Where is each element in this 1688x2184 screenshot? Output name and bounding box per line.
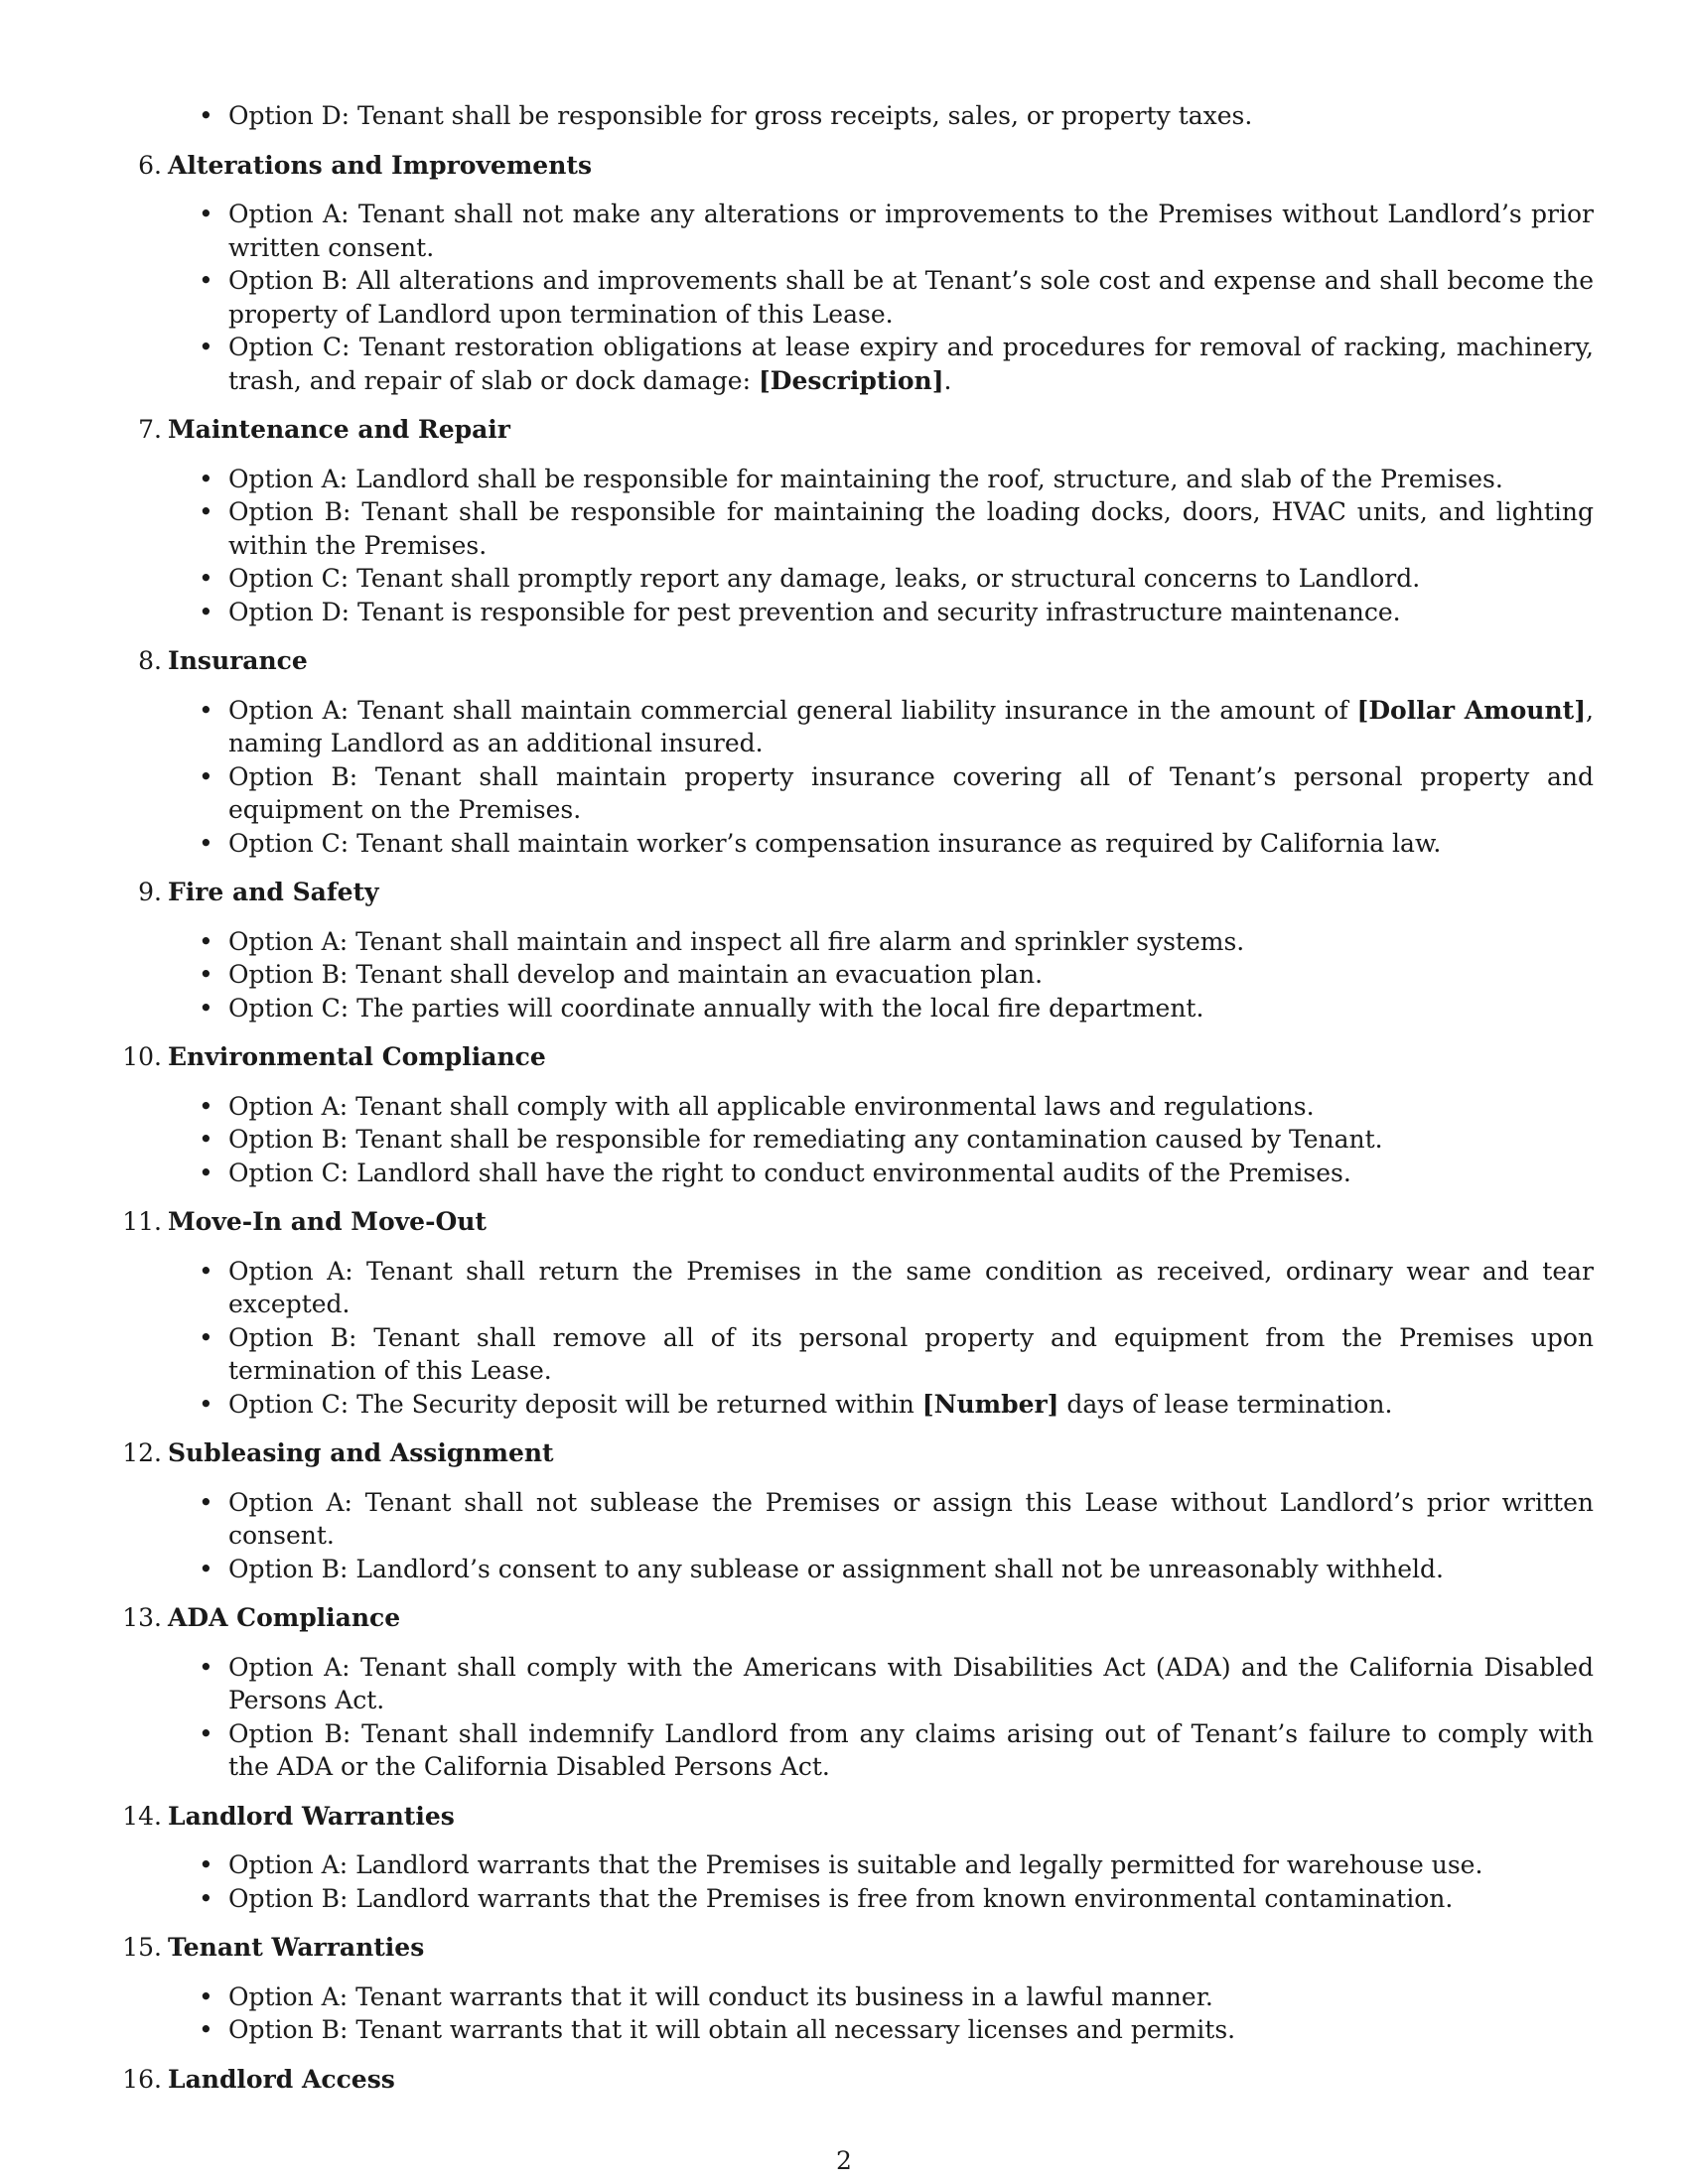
placeholder-field: [Dollar Amount] [1356, 695, 1587, 725]
section-heading [114, 1040, 1594, 1074]
list-item [114, 99, 1594, 133]
section-title: Landlord Warranties [168, 1801, 455, 1831]
section-title: Move-In and Move-Out [168, 1207, 487, 1236]
list-item-text: Option B: Tenant shall be responsible for remediating any contamination caused by Tenant. [228, 1125, 1383, 1154]
list-item [114, 1157, 1594, 1190]
list-item-text: Option B: Tenant shall maintain property insurance covering all of Tenant’s personal property and equipment on the Premises. [228, 761, 1594, 824]
list-item-text: , naming Landlord as an additional insured. [228, 695, 1594, 757]
section-number: 12. [122, 1438, 162, 1467]
list-item [114, 198, 1594, 264]
option-list [114, 463, 1594, 629]
section-title: Tenant Warranties [168, 1933, 425, 1962]
list-item [114, 1980, 1594, 2014]
option-list [114, 1651, 1594, 1784]
option-list [114, 198, 1594, 397]
placeholder-field: [Number] [921, 1389, 1059, 1419]
list-item [114, 596, 1594, 629]
section-heading [114, 413, 1594, 447]
list-item-text: Option C: Landlord shall have the right to conduct environmental audits of the Premises. [228, 1158, 1351, 1187]
list-item [114, 1553, 1594, 1586]
list-item-text: Option C: Tenant restoration obligations at lease expiry and procedures for removal of racking, machinery, trash, and repair of slab or dock damage: [228, 333, 1594, 395]
list-item-text: Option B: All alterations and improvements shall be at Tenant’s sole cost and expense and shall become the property of Landlord upon termination of this Lease. [228, 266, 1594, 329]
list-item [114, 1090, 1594, 1124]
section-heading [114, 1436, 1594, 1470]
section-number: 13. [122, 1603, 162, 1632]
section-title: Maintenance and Repair [168, 415, 510, 444]
list-item-text: Option A: Tenant shall comply with the Americans with Disabilities Act (ADA) and the California Disabled Persons Act. [228, 1652, 1594, 1714]
section-title: Landlord Access [168, 2064, 395, 2094]
section [114, 1601, 1594, 1784]
section [114, 1040, 1594, 1189]
list-item-text: Option C: The Security deposit will be returned within [228, 1389, 922, 1419]
section-title: Fire and Safety [168, 878, 379, 906]
document-body [114, 99, 1594, 2096]
section [114, 149, 1594, 398]
list-item-text: Option A: Tenant shall return the Premises in the same condition as received, ordinary wear and tear excepted. [228, 1256, 1594, 1318]
option-list [114, 925, 1594, 1025]
section-number: 16. [122, 2064, 162, 2094]
list-item-text: Option A: Tenant shall comply with all applicable environmental laws and regulations. [228, 1091, 1315, 1121]
section-heading [114, 1800, 1594, 1834]
section-number: 6. [138, 150, 162, 180]
section [114, 644, 1594, 860]
section-heading [114, 149, 1594, 183]
list-item [114, 1717, 1594, 1784]
option-list [114, 1255, 1594, 1422]
list-item [114, 1321, 1594, 1388]
list-item-text: Option A: Tenant shall maintain and inspect all fire alarm and sprinkler systems. [228, 926, 1245, 956]
list-item-text: Option B: Tenant shall remove all of its personal property and equipment from the Premises upon termination of this Lease. [228, 1322, 1594, 1385]
section-heading [114, 2063, 1594, 2097]
section-heading [114, 1205, 1594, 1239]
list-item [114, 1388, 1594, 1422]
page-number: 2 [836, 2146, 852, 2175]
list-item [114, 463, 1594, 496]
section-heading [114, 644, 1594, 678]
option-list [114, 1980, 1594, 2047]
section [114, 1205, 1594, 1421]
section-heading [114, 1601, 1594, 1635]
list-item-text: Option B: Tenant shall be responsible for maintaining the loading docks, doors, HVAC units, and lighting within the Premises. [228, 497, 1594, 560]
list-item [114, 1848, 1594, 1882]
section [114, 413, 1594, 628]
list-item-text: Option D: Tenant is responsible for pest prevention and security infrastructure maintenance. [228, 597, 1401, 626]
list-item [114, 495, 1594, 562]
list-item [114, 694, 1594, 760]
list-item-text: Option B: Tenant shall indemnify Landlord from any claims arising out of Tenant’s failure to comply with the ADA or the California Disabled Persons Act. [228, 1718, 1594, 1781]
section-number: 9. [138, 878, 162, 906]
list-item-text: Option C: Tenant shall maintain worker’s compensation insurance as required by California law. [228, 828, 1442, 858]
section [114, 1931, 1594, 2047]
option-list [114, 694, 1594, 861]
list-item [114, 1882, 1594, 1916]
list-item-text: Option B: Landlord warrants that the Premises is free from known environmental contamination. [228, 1883, 1454, 1913]
section-title: Alterations and Improvements [168, 150, 593, 180]
list-item-text: Option A: Tenant shall not sublease the Premises or assign this Lease without Landlord’s prior written consent. [228, 1487, 1594, 1550]
placeholder-field: [Description] [758, 365, 944, 395]
list-item-text: Option B: Tenant warrants that it will obtain all necessary licenses and permits. [228, 2015, 1236, 2044]
option-list [114, 1090, 1594, 1190]
list-item [114, 925, 1594, 959]
list-item [114, 2013, 1594, 2047]
section-heading [114, 876, 1594, 909]
list-item-text: Option A: Landlord shall be responsible for maintaining the roof, structure, and slab of the Premises. [228, 464, 1503, 493]
list-item-text: Option C: The parties will coordinate annually with the local fire department. [228, 993, 1204, 1023]
list-item [114, 760, 1594, 827]
section [114, 2063, 1594, 2097]
list-item-text: Option D: Tenant shall be responsible for gross receipts, sales, or property taxes. [228, 101, 1253, 130]
section [114, 1436, 1594, 1585]
section [114, 1800, 1594, 1916]
section-number: 15. [122, 1933, 162, 1962]
list-item [114, 992, 1594, 1025]
list-item [114, 1651, 1594, 1717]
list-item [114, 331, 1594, 397]
list-item-text: days of lease termination. [1058, 1389, 1393, 1419]
list-item-text: Option A: Tenant warrants that it will conduct its business in a lawful manner. [228, 1981, 1213, 2011]
list-item-text: Option A: Landlord warrants that the Premises is suitable and legally permitted for warehouse use. [228, 1850, 1483, 1879]
option-list [114, 1848, 1594, 1915]
list-item-text: Option A: Tenant shall not make any alterations or improvements to the Premises without Landlord’s prior written consent. [228, 200, 1594, 262]
list-item-text: Option A: Tenant shall maintain commercial general liability insurance in the amount of [228, 695, 1357, 725]
section-number: 8. [138, 646, 162, 675]
list-item [114, 1486, 1594, 1553]
section-title: Environmental Compliance [168, 1042, 546, 1071]
list-item [114, 264, 1594, 331]
section-heading [114, 1931, 1594, 1965]
section-number: 14. [122, 1801, 162, 1831]
section-title: Subleasing and Assignment [168, 1438, 554, 1467]
list-item-text: Option B: Landlord’s consent to any sublease or assignment shall not be unreasonably withheld. [228, 1554, 1444, 1583]
list-item [114, 1123, 1594, 1157]
section-title: ADA Compliance [168, 1603, 401, 1632]
list-item [114, 562, 1594, 596]
section-number: 10. [122, 1042, 162, 1071]
list-item-text: Option C: Tenant shall promptly report any damage, leaks, or structural concerns to Landlord. [228, 564, 1421, 593]
list-item [114, 958, 1594, 992]
section-number: 11. [122, 1207, 162, 1236]
list-item [114, 827, 1594, 861]
list-item [114, 1255, 1594, 1321]
section-list [114, 149, 1594, 2097]
section-number: 7. [138, 415, 162, 444]
option-list [114, 1486, 1594, 1586]
list-item-text: . [943, 365, 952, 395]
section [114, 876, 1594, 1024]
section-title: Insurance [168, 646, 308, 675]
list-item-text: Option B: Tenant shall develop and maintain an evacuation plan. [228, 960, 1044, 989]
